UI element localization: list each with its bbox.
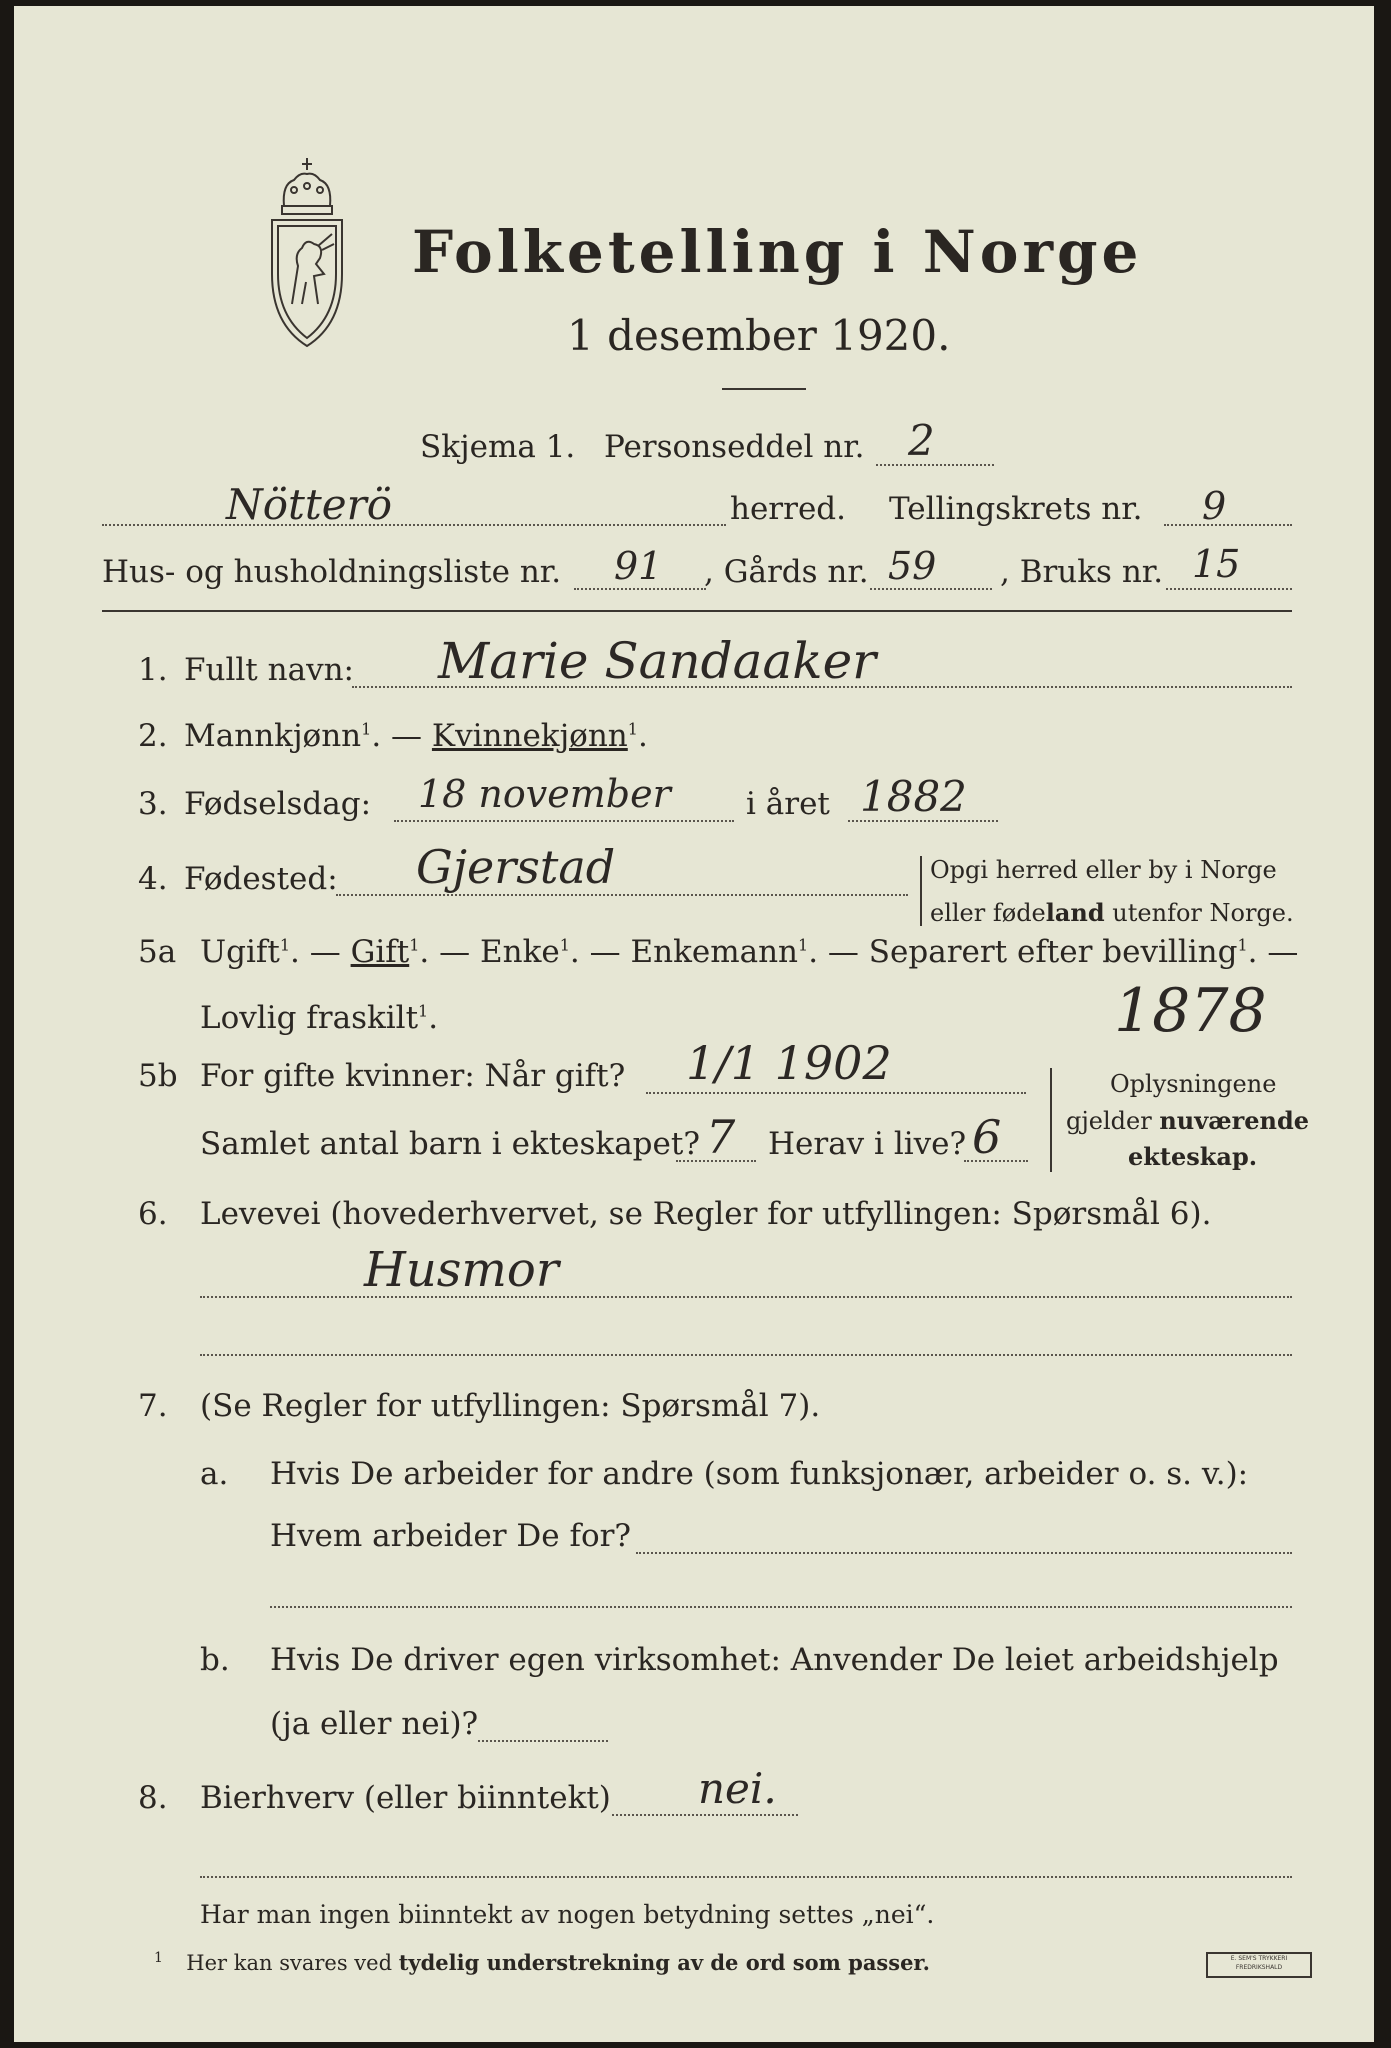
census-date: 1 desember 1920. (567, 311, 951, 360)
tellingskrets-label: Tellingskrets nr. (889, 491, 1143, 527)
q5b-note-line1: Oplysningene (1110, 1070, 1277, 1098)
q5b-number: 5b (138, 1058, 178, 1094)
q7-label: (Se Regler for utfyllingen: Spørsmål 7). (200, 1388, 821, 1424)
q5b-note-line2 (1066, 1106, 1309, 1135)
end-dot: . (637, 718, 648, 754)
hus-nr: 91 (614, 544, 663, 588)
q4-label: Fødested: (184, 861, 338, 897)
kvinnekjonn-option: Kvinnekjønn (431, 718, 628, 754)
birthday-value: 18 november (418, 772, 671, 816)
q1-number: 1. (138, 652, 168, 688)
barn-label: Samlet antal barn i ekteskapet? (200, 1126, 700, 1162)
q8-number: 8. (138, 1780, 168, 1816)
q5b-note-pre: gjelder (1066, 1107, 1160, 1135)
mannkjonn-option: Mannkjønn (184, 718, 362, 754)
footnote-bold: tydelig understrekning av de ord som passer. (398, 1950, 930, 1975)
q7a-text: Hvis De arbeider for andre (som funksjonær, arbeider o. s. v.): (270, 1456, 1249, 1492)
lovlig-fraskilt-option: Lovlig fraskilt (200, 1000, 419, 1036)
footnote (154, 1950, 930, 1975)
printer-stamp (1206, 1952, 1312, 1978)
bruks-label: , Bruks nr. (1000, 554, 1164, 590)
footnote-ref: 1 (798, 935, 809, 955)
q4-note-brace (920, 856, 922, 926)
q5b-married-line (646, 1092, 1026, 1094)
side-income-value: nei. (698, 1764, 777, 1813)
skjema-label: Skjema 1. (420, 429, 576, 465)
q4-line (336, 894, 908, 896)
q6-line2 (200, 1354, 1292, 1356)
separator: . — (569, 934, 621, 970)
q6-number: 6. (138, 1196, 168, 1232)
q4-note-post: utenfor Norge. (1104, 899, 1294, 927)
header-divider (102, 610, 1292, 612)
form-title: Folketelling i Norge (412, 218, 1143, 286)
separator: . — (290, 934, 341, 970)
occupation-value: Husmor (364, 1242, 559, 1298)
q7a-line2 (270, 1606, 1292, 1608)
children-living-value: 6 (972, 1110, 1002, 1164)
q8-label: Bierhverv (eller biinntekt) (200, 1780, 611, 1816)
personseddel-nr: 2 (908, 416, 935, 465)
children-total-value: 7 (706, 1110, 736, 1164)
herred-value: Nötterö (226, 480, 393, 529)
personseddel-line (876, 464, 994, 466)
separator: . — (1247, 934, 1299, 970)
birthplace-value: Gjerstad (416, 840, 616, 894)
end-dot: . (428, 1000, 439, 1036)
q4-note-line2 (930, 898, 1294, 927)
gards-label: , Gårds nr. (704, 554, 869, 590)
printer-stamp-text: E. SEM'S TRYKKERI FREDRIKSHALD (1230, 1955, 1288, 1971)
separator: . — (371, 718, 423, 754)
live-label: Herav i live? (768, 1126, 967, 1162)
q3-day-line (394, 820, 734, 822)
q5b-note-line3: ekteskap. (1128, 1142, 1258, 1171)
q4-note-line1: Opgi herred eller by i Norge (930, 856, 1277, 884)
full-name-value: Marie Sandaaker (438, 632, 877, 690)
q7b-question: (ja eller nei)? (270, 1706, 479, 1742)
q5b-label: For gifte kvinner: Når gift? (200, 1058, 626, 1094)
herred-line (102, 524, 726, 526)
bruks-nr: 15 (1192, 542, 1241, 586)
tellingskrets-line (1164, 524, 1292, 526)
q2-number: 2. (138, 718, 168, 754)
q5a-options (200, 934, 1298, 970)
q7a-line1 (636, 1552, 1292, 1554)
q7b-letter: b. (200, 1642, 230, 1678)
q8-line (612, 1814, 798, 1816)
title-divider (722, 388, 806, 390)
personseddel-label: Personseddel nr. (604, 429, 865, 465)
footnote-ref: 1 (559, 935, 570, 955)
footnote-ref: 1 (361, 719, 372, 739)
q3-aaret-label: i året (746, 786, 830, 822)
q7a-question: Hvem arbeider De for? (270, 1518, 632, 1554)
footnote-marker: 1 (154, 1950, 163, 1966)
footnote-ref: 1 (279, 935, 291, 955)
q5b-note-brace (1050, 1068, 1052, 1172)
gift-option: Gift (350, 934, 410, 970)
footnote-pre: Her kan svares ved (186, 1951, 399, 1975)
ugift-option: Ugift (200, 934, 280, 970)
footnote-ref: 1 (418, 1001, 429, 1021)
nei-instruction: Har man ingen biinntekt av nogen betydning settes „nei“. (200, 1900, 935, 1929)
hus-line (574, 588, 706, 590)
q7b-line (478, 1740, 608, 1742)
q4-note-bold: land (1045, 898, 1105, 927)
bruks-line (1166, 588, 1292, 590)
separator: . — (419, 934, 471, 970)
enkemann-option: Enkemann (630, 934, 799, 970)
q7-number: 7. (138, 1388, 168, 1424)
q7a-letter: a. (200, 1456, 229, 1492)
enke-option: Enke (479, 934, 560, 970)
q3-label: Fødselsdag: (184, 786, 372, 822)
footnote-ref: 1 (409, 935, 420, 955)
q3-number: 3. (138, 786, 168, 822)
married-date-value: 1/1 1902 (686, 1036, 892, 1090)
hus-label: Hus- og husholdningsliste nr. (102, 554, 562, 590)
q8-line2 (200, 1876, 1292, 1878)
q2-line-text (184, 718, 648, 754)
q5a-options-line2 (200, 1000, 438, 1036)
margin-year-annotation: 1878 (1114, 976, 1267, 1046)
coat-of-arms-icon (262, 154, 352, 354)
gards-nr: 59 (888, 544, 937, 588)
q5b-note-bold: nuværende (1159, 1106, 1310, 1135)
herred-label: herred. (730, 491, 846, 527)
q7b-text: Hvis De driver egen virksomhet: Anvender De leiet arbeidshjelp (270, 1642, 1279, 1678)
gards-line (870, 588, 992, 590)
census-form-sheet (14, 6, 1374, 2042)
q4-note-pre: eller føde (930, 899, 1046, 927)
q1-label: Fullt navn: (184, 652, 354, 688)
footnote-ref: 1 (1237, 935, 1248, 955)
separator: . — (808, 934, 859, 970)
q4-number: 4. (138, 861, 168, 897)
separert-option: Separert efter bevilling (868, 934, 1238, 970)
tellingskrets-nr: 9 (1202, 484, 1227, 528)
footnote-ref: 1 (627, 719, 638, 739)
birth-year-value: 1882 (860, 772, 967, 821)
q5a-number: 5a (138, 934, 177, 970)
q6-label: Levevei (hovederhvervet, se Regler for utfyllingen: Spørsmål 6). (200, 1196, 1212, 1232)
